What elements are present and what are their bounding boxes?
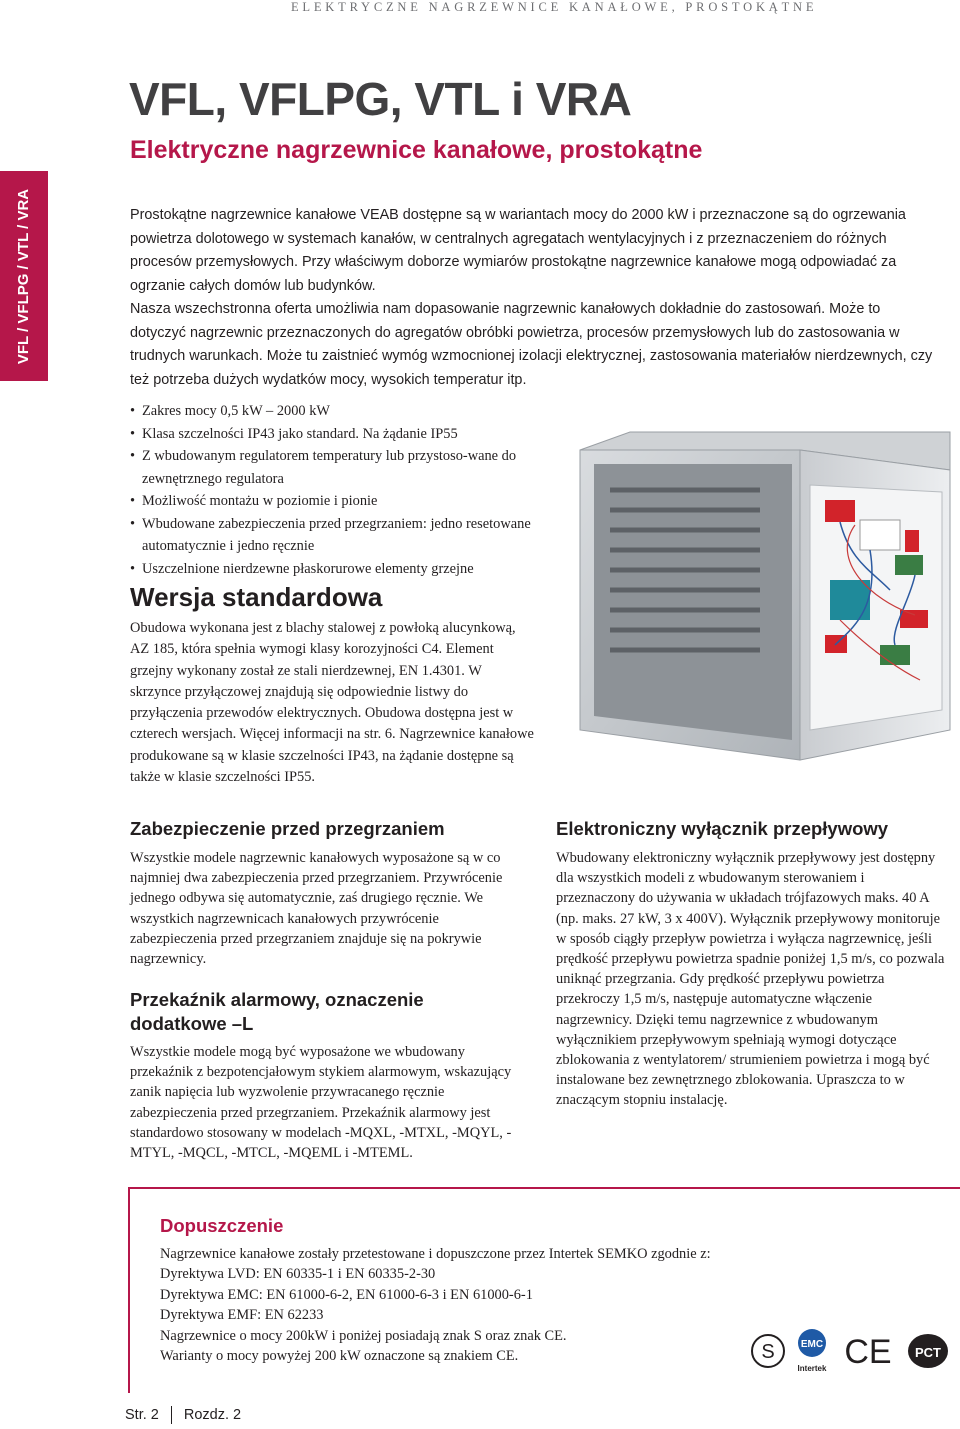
intro-p2b: Może tu zaistnieć wymóg wzmocnionej izolacji elektrycznej, zastosowania materiałów nierdzewnych, czy też potrzeba dużych wydatków mocy, wysokich temperatur itp. bbox=[130, 348, 933, 388]
svg-text:EMC: EMC bbox=[800, 1339, 824, 1350]
side-tab-label: VFL / VFLPG / VTL / VRA bbox=[15, 188, 33, 364]
feature-item: • Uszczelnione nierdzewne płaskorurowe elementy grzejne bbox=[130, 558, 560, 581]
intro-text bbox=[130, 204, 935, 392]
certification-marks bbox=[750, 1319, 950, 1379]
feature-item: • Wbudowane zabezpieczenia przed przegrzaniem: jedno resetowane automatycznie i jedno ręcznie bbox=[130, 513, 532, 558]
svg-text:S: S bbox=[761, 1341, 775, 1363]
feature-item: • Możliwość montażu w poziomie i pionie bbox=[130, 490, 560, 513]
svg-text:PCT: PCT bbox=[915, 1345, 941, 1360]
feature-item: • Z wbudowanym regulatorem temperatury lub przystoso-wane do zewnętrznego regulatora bbox=[130, 445, 532, 490]
approval-line: Dyrektywa EMF: EN 62233 bbox=[160, 1307, 324, 1324]
overheat-text: Wszystkie modele nagrzewnic kanałowych wyposażone są w co najmniej dwa zabezpieczenia przed przegrzaniem. Przywrócenie jednego odbywa się automatycznie, zaś drugiego ręcznie. We wszystkich nagrzewnicach kanałowych przywrócenie zabezpieczenia przed przegrzaniem znajduje się na pokrywie nagrzewnicy. bbox=[130, 850, 503, 968]
standard-text: Obudowa wykonana jest z blachy stalowej z powłoką alucynkową, AZ 185, która spełnia wymogi klasy korozyjności C4. Element grzejny wykonany został ze stali nierdzewnej, EN 1.4301. W skrzynce przyłączowej znajdują się odpowiednie listwy do przyłączenia przewodów elektrycznych. Obudowa dostępna jest w czterech wersjach. Więcej informacji na str. 6. Nagrzewnice kanałowe produkowane są w klasie szczelności IP43, na żądanie dostępne są także w klasie szczelności IP55. bbox=[130, 620, 534, 786]
duct-heater-image bbox=[570, 430, 960, 800]
pct-mark-icon bbox=[908, 1334, 948, 1368]
running-header: ELEKTRYCZNE NAGRZEWNICE KANAŁOWE, PROSTOKĄTNE bbox=[291, 0, 818, 14]
approval-line: Dyrektywa LVD: EN 60335-1 i EN 60335-2-30 bbox=[160, 1266, 436, 1283]
standard-heading: Wersja standardowa bbox=[130, 582, 383, 612]
approval-line: Nagrzewnice kanałowe zostały przetestowane i dopuszczone przez Intertek SEMKO zgodnie z: bbox=[160, 1246, 711, 1262]
approval-line: Warianty o mocy powyżej 200 kW oznaczone są znakiem CE. bbox=[160, 1348, 519, 1365]
s-mark-icon bbox=[752, 1335, 784, 1367]
feature-list bbox=[130, 400, 560, 580]
intro-paragraph-1 bbox=[130, 204, 935, 298]
alarm-text: Wszystkie modele mogą być wyposażone we wbudowany przekaźnik z bezpotencjałowym stykiem alarmowym, wskazujący zanik napięcia lub wyzwolenie przywracanego ręcznie zabezpieczenia przed przegrzaniem. Przekaźnik alarmowy jest standardowo stosowany w modelach -MQXL, -MTXL, -MQYL, -MTYL, -MQCL, -MTCL, -MQEML i -MTEML. bbox=[130, 1044, 512, 1162]
approval-box bbox=[128, 1187, 960, 1393]
overheat-heading: Zabezpieczenie przed przegrzaniem bbox=[130, 818, 445, 839]
page-title: VFL, VFLPG, VTL i VRA bbox=[129, 73, 632, 125]
ce-mark-icon bbox=[844, 1333, 891, 1371]
approval-lines bbox=[160, 1244, 780, 1366]
side-tab bbox=[0, 171, 48, 381]
flow-switch-heading: Elektroniczny wyłącznik przepływowy bbox=[556, 818, 889, 839]
page-footer bbox=[125, 1406, 241, 1424]
intro-p1: Prostokątne nagrzewnice kanałowe VEAB dostępne są w wariantach mocy do 2000 kW i przeznaczone są do ogrzewania powietrza dolotowego w systemach kanałów, w centralnych agregatach wentylacyjnych i z przeznaczeniem do różnych procesów przemysłowych. bbox=[130, 207, 906, 270]
emc-intertek-icon bbox=[798, 1329, 827, 1373]
intro-paragraph-2 bbox=[130, 298, 935, 392]
chapter-number: Rozdz. 2 bbox=[183, 1406, 242, 1423]
page-subtitle: Elektryczne nagrzewnice kanałowe, prostokątne bbox=[130, 136, 703, 164]
svg-text:CE: CE bbox=[844, 1333, 892, 1371]
approval-line: Dyrektywa EMC: EN 61000-6-2, EN 61000-6-3 i EN 61000-6-1 bbox=[160, 1286, 533, 1303]
alarm-heading: Przekaźnik alarmowy, oznaczenie dodatkowe –L bbox=[130, 989, 424, 1034]
footer-separator bbox=[171, 1406, 172, 1424]
page-number: Str. 2 bbox=[125, 1406, 159, 1423]
intro-p1b: Przy właściwym doborze wymiarów prostokątne nagrzewnice kanałowe mogą odpowiadać za ogrzanie całych domów lub budynków. bbox=[130, 254, 897, 294]
approval-line: Nagrzewnice o mocy 200kW i poniżej posiadają znak S oraz znak CE. bbox=[160, 1327, 567, 1344]
flow-switch-text: Wbudowany elektroniczny wyłącznik przepływowy jest dostępny dla wszystkich modeli z wbudowanym sterowaniem i przeznaczony do używania w układach trójfazowych maks. 40 A (np. maks. 27 kW, 3 x 400V). Wyłącznik przepływowy monitoruje w sposób ciągły przepływ powietrza i wyłącza nagrzewnicę, jeśli prędkość przepływu powietrza spadnie poniżej 1,5 m/s, co pozwala uniknąć przegrzania. Gdy prędkość przepływu powietrza przekroczy 1,5 m/s, następuje automatyczne włączenie nagrzewnicy. Dzięki temu nagrzewnice z wbudowanym wyłącznikiem przepływowym spełniają wymogi dotyczące zblokowania z wentylatorem/ strumieniem powietrza i mogą być instalowane bez zewnętrznego zblokowania. Upraszcza to w znaczącym stopniu instalację. bbox=[556, 850, 945, 1109]
intro-p2: Nasza wszechstronna oferta umożliwia nam dopasowanie nagrzewnic kanałowych dokładnie do zastosowań. Może to dotyczyć nagrzewnic przeznaczonych do agregatów obróbki powietrza, procesów przemysłowych lub do zastosowania w trudnych warunkach. bbox=[130, 301, 900, 364]
approval-heading: Dopuszczenie bbox=[160, 1215, 284, 1236]
svg-text:Intertek: Intertek bbox=[797, 1364, 827, 1373]
feature-item: • Zakres mocy 0,5 kW – 2000 kW bbox=[130, 400, 560, 423]
feature-item: • Klasa szczelności IP43 jako standard. Na żądanie IP55 bbox=[130, 423, 560, 446]
